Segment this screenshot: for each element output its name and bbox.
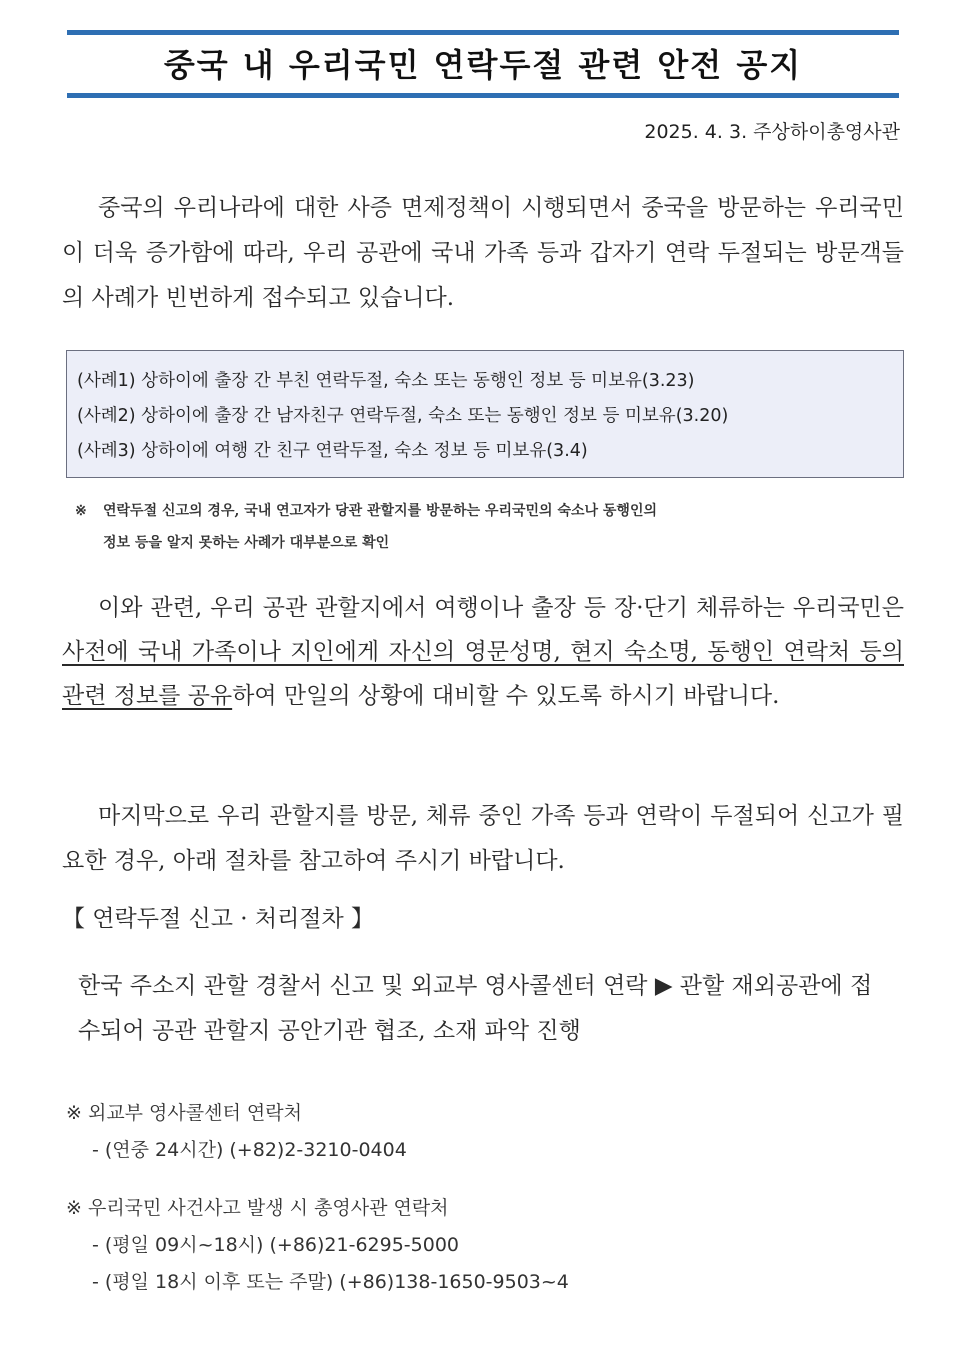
- note-line-1: 연락두절 신고의 경우, 국내 연고자가 당관 관할지를 방문하는 우리국민의 숙소나 동행인의: [103, 503, 658, 519]
- dateline: [644, 117, 900, 144]
- intro-text: 중국의 우리나라에 대한 사증 면제정책이 시행되면서 중국을 방문하는 우리국민이 더욱 증가함에 따라, 우리 공관에 국내 가족 등과 갑자기 연락 두절되는 방문객들의 사례가 빈번하게 접수되고 있습니다.: [62, 195, 904, 311]
- closing-text: 마지막으로 우리 관할지를 방문, 체류 중인 가족 등과 연락이 두절되어 신고가 필요한 경우, 아래 절차를 참고하여 주시기 바랍니다.: [62, 803, 904, 874]
- note-line-2: 정보 등을 알지 못하는 사례가 대부분으로 확인: [103, 535, 390, 551]
- case-note: [75, 495, 905, 559]
- notice-issuer: 주상하이총영사관: [753, 121, 900, 143]
- procedure-heading: 【 연락두절 신고 · 처리절차 】: [62, 906, 375, 932]
- page-title: 중국 내 우리국민 연락두절 관련 안전 공지: [163, 46, 803, 84]
- advice-paragraph: [62, 586, 904, 718]
- consulate-afterhours-line: - (평일 18시 이후 또는 주말) (+86)138-1650-9503~4: [92, 1271, 569, 1293]
- advice-text-before: 이와 관련, 우리 공관 관할지에서 여행이나 출장 등 장·단기 체류하는 우리국민은: [98, 595, 904, 621]
- advice-underlined-text: 사전에 국내 가족이나 지인에게 자신의 영문성명, 현지 숙소명, 동행인 연락처 등의 관련 정보를 공유: [62, 639, 904, 709]
- procedure-body: 한국 주소지 관할 경찰서 신고 및 외교부 영사콜센터 연락 ▶ 관할 재외공관에 접수되어 공관 관할지 공안기관 협조, 소재 파악 진행: [78, 973, 873, 1044]
- intro-paragraph: [62, 186, 904, 321]
- title-top-rule: [67, 30, 899, 35]
- notice-date: 2025. 4. 3.: [644, 121, 748, 143]
- consulate-weekday-line: - (평일 09시~18시) (+86)21-6295-5000: [92, 1234, 460, 1256]
- case-item: (사례3) 상하이에 여행 간 친구 연락두절, 숙소 정보 등 미보유(3.4): [77, 441, 588, 461]
- mofa-contact-line: - (연중 24시간) (+82)2-3210-0404: [92, 1139, 407, 1161]
- mofa-contact-heading: ※ 외교부 영사콜센터 연락처: [66, 1102, 302, 1124]
- closing-paragraph: [62, 794, 904, 884]
- case-item: (사례1) 상하이에 출장 간 부친 연락두절, 숙소 또는 동행인 정보 등 미보유(3.23): [77, 371, 695, 391]
- note-mark: ※: [75, 503, 87, 519]
- case-box: [66, 350, 904, 478]
- consulate-contact-heading: ※ 우리국민 사건사고 발생 시 총영사관 연락처: [66, 1197, 449, 1219]
- case-item: (사례2) 상하이에 출장 간 남자친구 연락두절, 숙소 또는 동행인 정보 등 미보유(3.20): [77, 406, 729, 426]
- advice-text-after: 하여 만일의 상황에 대비할 수 있도록 하시기 바랍니다.: [232, 683, 780, 709]
- title-bottom-rule: [67, 93, 899, 98]
